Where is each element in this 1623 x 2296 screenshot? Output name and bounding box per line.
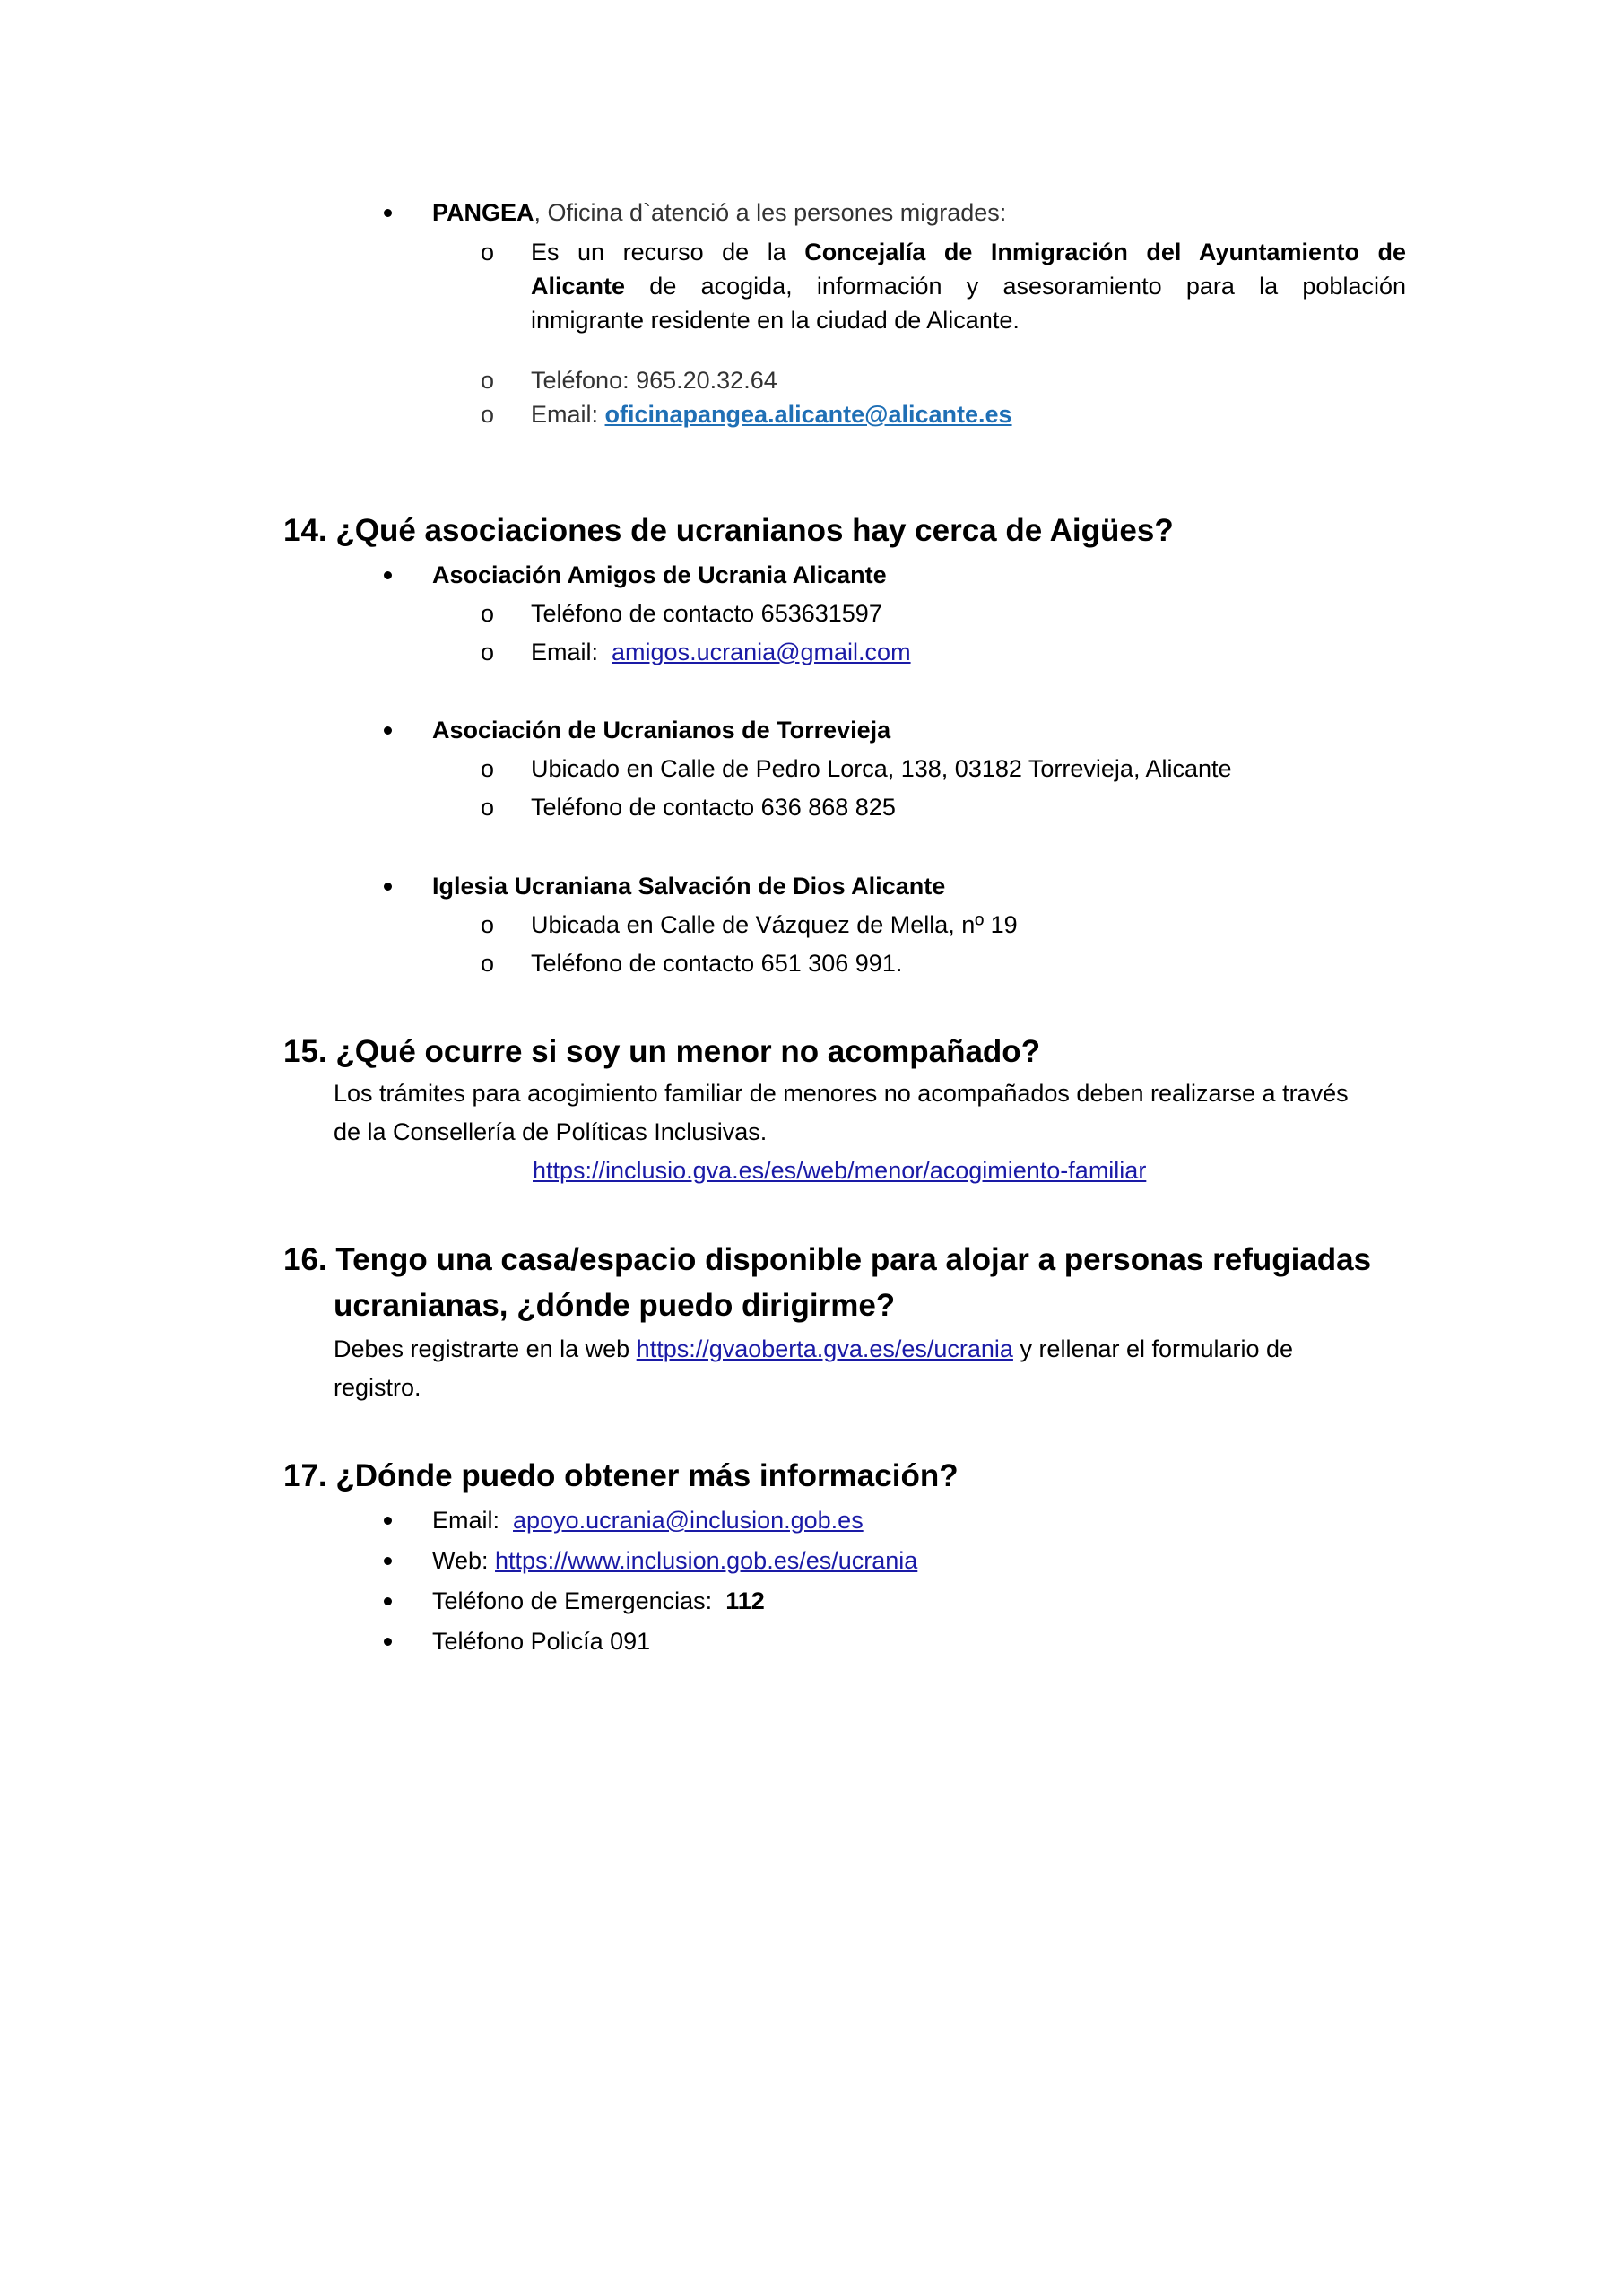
- q16-text-line2: registro.: [334, 1374, 421, 1401]
- pangea-email-line: Email: oficinapangea.alicante@alicante.es: [531, 401, 1012, 428]
- pangea-intro: PANGEA, Oficina d`atenció a les persones migrades:: [432, 199, 1007, 226]
- emergency-number: 112: [725, 1587, 765, 1614]
- bullet: [384, 209, 392, 217]
- bullet: [384, 1557, 392, 1565]
- bullet: [384, 883, 392, 891]
- q14-assoc3-name: Iglesia Ucraniana Salvación de Dios Alicante: [432, 873, 946, 900]
- q14-assoc2-phone: Teléfono de contacto 636 868 825: [531, 794, 896, 821]
- bullet: [384, 1597, 392, 1605]
- pangea-email-link[interactable]: oficinapangea.alicante@alicante.es: [604, 401, 1012, 428]
- q15-text-line2: de la Consellería de Políticas Inclusivas.: [334, 1118, 768, 1145]
- q14-assoc1-email-line: Email: amigos.ucrania@gmail.com: [531, 639, 911, 665]
- sub-bullet: o: [481, 794, 495, 821]
- bullet: [384, 571, 392, 579]
- bullet: [384, 1638, 392, 1646]
- q17-email-link[interactable]: apoyo.ucrania@inclusion.gob.es: [513, 1507, 864, 1534]
- q17-web-line: Web: https://www.inclusion.gob.es/es/ucrania: [432, 1547, 918, 1574]
- bullet: [384, 726, 392, 735]
- sub-bullet: o: [481, 639, 495, 665]
- q17-emergency-line: Teléfono de Emergencias: 112: [432, 1587, 765, 1614]
- q14-assoc1-phone: Teléfono de contacto 653631597: [531, 600, 882, 627]
- q16-link[interactable]: https://gvaoberta.gva.es/es/ucrania: [636, 1335, 1013, 1362]
- pangea-desc-line2: Alicante de acogida, información y asesoramiento para la población: [531, 273, 1406, 300]
- q14-assoc1-name: Asociación Amigos de Ucrania Alicante: [432, 561, 887, 588]
- q17-police-line: Teléfono Policía 091: [432, 1628, 651, 1655]
- q15-heading: 15. ¿Qué ocurre si soy un menor no acompañado?: [283, 1034, 1041, 1069]
- pangea-phone: Teléfono: 965.20.32.64: [531, 367, 777, 394]
- q14-assoc2-name: Asociación de Ucranianos de Torrevieja: [432, 717, 891, 744]
- q15-link[interactable]: https://inclusio.gva.es/es/web/menor/acogimiento-familiar: [533, 1157, 1147, 1184]
- pangea-desc-line1: Es un recurso de la Concejalía de Inmigración del Ayuntamiento de: [531, 239, 1406, 265]
- sub-bullet: o: [481, 600, 495, 627]
- bullet: [384, 1517, 392, 1525]
- q15-text-line1: Los trámites para acogimiento familiar de menores no acompañados deben realizarse a través: [334, 1080, 1349, 1107]
- pangea-desc-line3: inmigrante residente en la ciudad de Alicante.: [531, 307, 1020, 334]
- sub-bullet: o: [481, 950, 495, 977]
- q14-assoc3-address: Ubicada en Calle de Vázquez de Mella, nº 19: [531, 911, 1018, 938]
- q16-heading-line2: ucranianas, ¿dónde puedo dirigirme?: [334, 1288, 896, 1323]
- q14-assoc2-address: Ubicado en Calle de Pedro Lorca, 138, 03182 Torrevieja, Alicante: [531, 755, 1232, 782]
- q14-assoc3-phone: Teléfono de contacto 651 306 991.: [531, 950, 903, 977]
- sub-bullet: o: [481, 755, 495, 782]
- q16-heading-line1: 16. Tengo una casa/espacio disponible para alojar a personas refugiadas: [283, 1242, 1372, 1277]
- q16-text-line1: Debes registrarte en la web https://gvaoberta.gva.es/es/ucrania y rellenar el formulario de: [334, 1335, 1294, 1362]
- q15-link-line: [533, 1153, 1146, 1187]
- q17-web-link[interactable]: https://www.inclusion.gob.es/es/ucrania: [495, 1547, 918, 1574]
- q14-heading: 14. ¿Qué asociaciones de ucranianos hay cerca de Aigües?: [283, 513, 1174, 548]
- q17-heading: 17. ¿Dónde puedo obtener más información?: [283, 1458, 959, 1493]
- sub-bullet: o: [481, 401, 495, 428]
- sub-bullet: o: [481, 911, 495, 938]
- q14-assoc1-email-link[interactable]: amigos.ucrania@gmail.com: [612, 639, 911, 665]
- sub-bullet: o: [481, 367, 495, 394]
- q17-email-line: Email: apoyo.ucrania@inclusion.gob.es: [432, 1507, 864, 1534]
- sub-bullet: o: [481, 239, 495, 265]
